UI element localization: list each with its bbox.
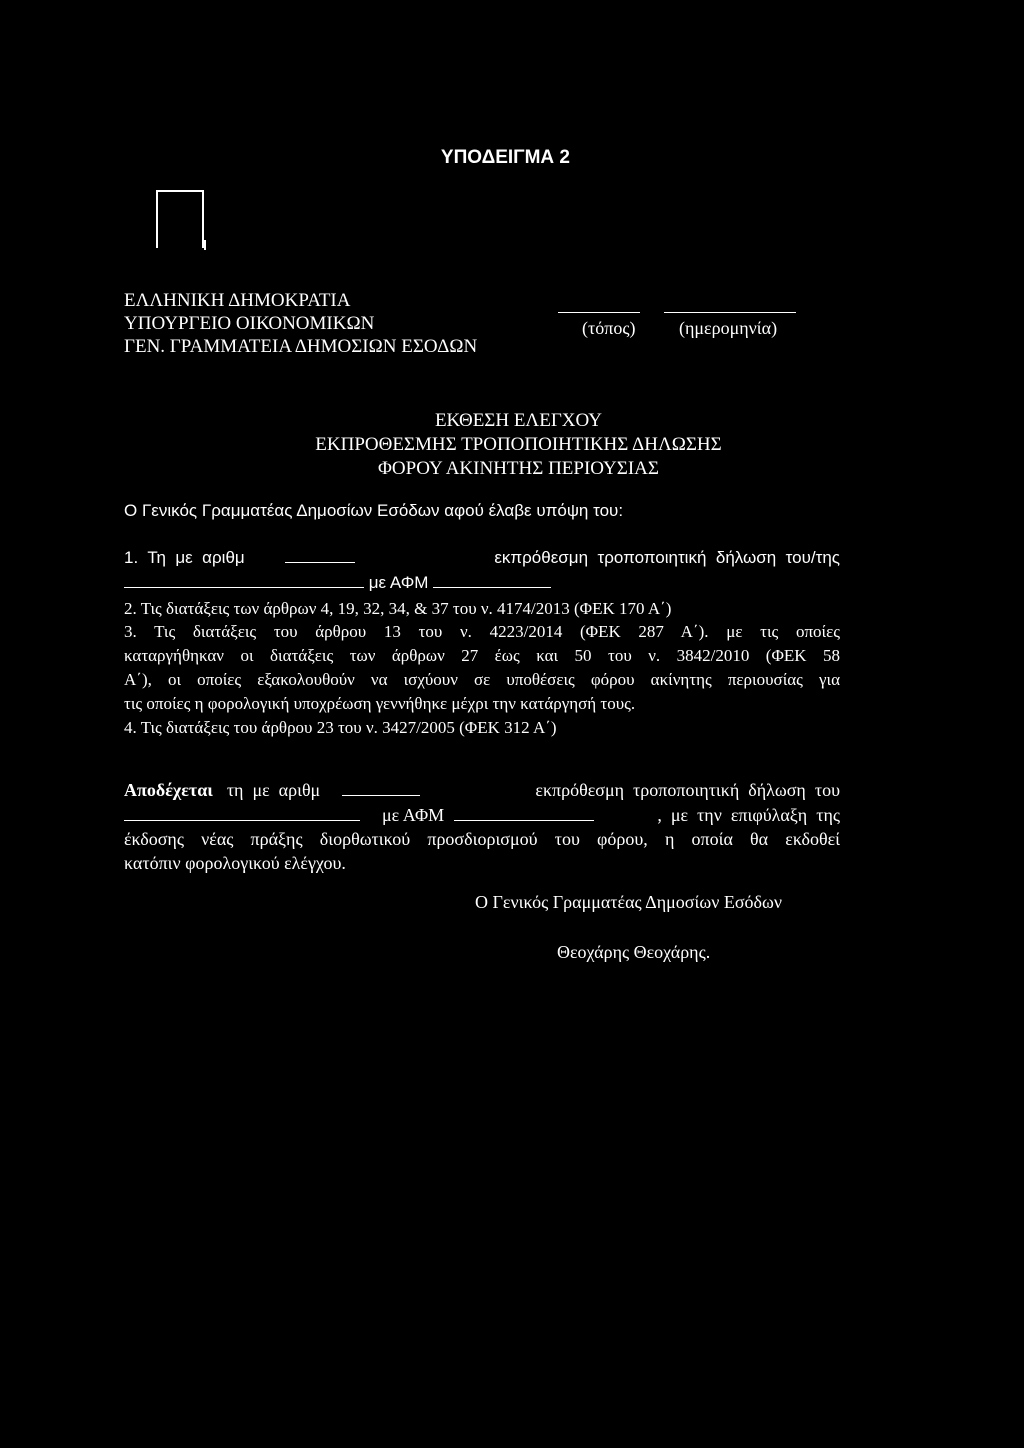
item-1-afm-label: με ΑΦΜ [368, 573, 429, 592]
sample-label: ΥΠΟΔΕΙΓΜΑ 2 [440, 147, 570, 168]
item-1-prefix: 1. Τη με αριθμ [124, 548, 245, 567]
header-line-3: ΓΕΝ. ΓΡΑΜΜΑΤΕΙΑ ΔΗΜΟΣΙΩΝ ΕΣΟΔΩΝ [124, 336, 478, 357]
decision-text-c: , με την επιφύλαξη της [657, 805, 840, 825]
item-3-line-3: Α΄), οι οποίες εξακολουθούν να ισχύουν σε υποθέσεις φόρου ακίνητης περιουσίας για [124, 670, 840, 689]
item-1-line-2 [124, 571, 840, 594]
decision-accept-word: Αποδέχεται [124, 780, 213, 800]
place-label: (τόπος) [582, 318, 636, 338]
taxpayer-name-blank [124, 573, 364, 588]
item-3-line-4: τις οποίες η φορολογική υποχρέωση γεννήθηκε μέχρι την κατάργησή τους. [124, 694, 636, 713]
signature-role: Ο Γενικός Γραμματέας Δημοσίων Εσόδων [475, 892, 782, 912]
header-line-1: ΕΛΛΗΝΙΚΗ ΔΗΜΟΚΡΑΤΙΑ [124, 290, 351, 311]
afm-blank [433, 573, 551, 588]
report-title-line-2: ΕΚΠΡΟΘΕΣΜΗΣ ΤΡΟΠΟΠΟΙΗΤΙΚΗΣ ΔΗΛΩΣΗΣ [315, 434, 722, 455]
item-4: 4. Τις διατάξεις του άρθρου 23 του ν. 3427/2005 (ΦΕΚ 312 Α΄) [124, 718, 557, 737]
item-3-line-1: 3. Τις διατάξεις του άρθρου 13 του ν. 4223/2014 (ΦΕΚ 287 Α΄). με τις οποίες [124, 622, 840, 641]
date-blank-line [664, 312, 796, 313]
emblem-mark [204, 240, 206, 250]
decision-line-1 [124, 779, 840, 802]
emblem-placeholder [156, 190, 204, 248]
decision-name-blank [124, 806, 360, 821]
decision-afm-blank [454, 806, 594, 821]
decision-afm-label: με ΑΦΜ [382, 805, 445, 825]
report-title-line-1: ΕΚΘΕΣΗ ΕΛΕΓΧΟΥ [434, 410, 603, 431]
decision-text-b: εκπρόθεσμη τροποποιητική δήλωση του [535, 780, 840, 800]
intro-text: Ο Γενικός Γραμματέας Δημοσίων Εσόδων αφού έλαβε υπόψη του: [124, 501, 624, 520]
place-blank-line [558, 312, 640, 313]
report-title-line-3: ΦΟΡΟΥ ΑΚΙΝΗΤΗΣ ΠΕΡΙΟΥΣΙΑΣ [378, 458, 659, 479]
protocol-number-blank [285, 548, 355, 563]
decision-line-4: κατόπιν φορολογικού ελέγχου. [124, 853, 346, 873]
date-label: (ημερομηνία) [679, 318, 778, 338]
item-2: 2. Τις διατάξεις των άρθρων 4, 19, 32, 34, & 37 του ν. 4174/2013 (ΦΕΚ 170 Α΄) [124, 599, 672, 618]
decision-number-blank [342, 781, 420, 796]
decision-text-a: τη με αριθμ [226, 780, 321, 800]
item-1-text: εκπρόθεσμη τροποποιητική δήλωση του/της [494, 548, 840, 567]
item-3-line-2: καταργήθηκαν οι διατάξεις των άρθρων 27 έως και 50 του ν. 3842/2010 (ΦΕΚ 58 [124, 646, 840, 665]
header-line-2: ΥΠΟΥΡΓΕΙΟ ΟΙΚΟΝΟΜΙΚΩΝ [124, 313, 375, 334]
item-1-line-1 [124, 546, 840, 569]
decision-line-2 [124, 804, 840, 827]
decision-line-3: έκδοσης νέας πράξης διορθωτικού προσδιορισμού του φόρου, η οποία θα εκδοθεί [124, 829, 840, 849]
signature-name: Θεοχάρης Θεοχάρης. [557, 942, 711, 962]
